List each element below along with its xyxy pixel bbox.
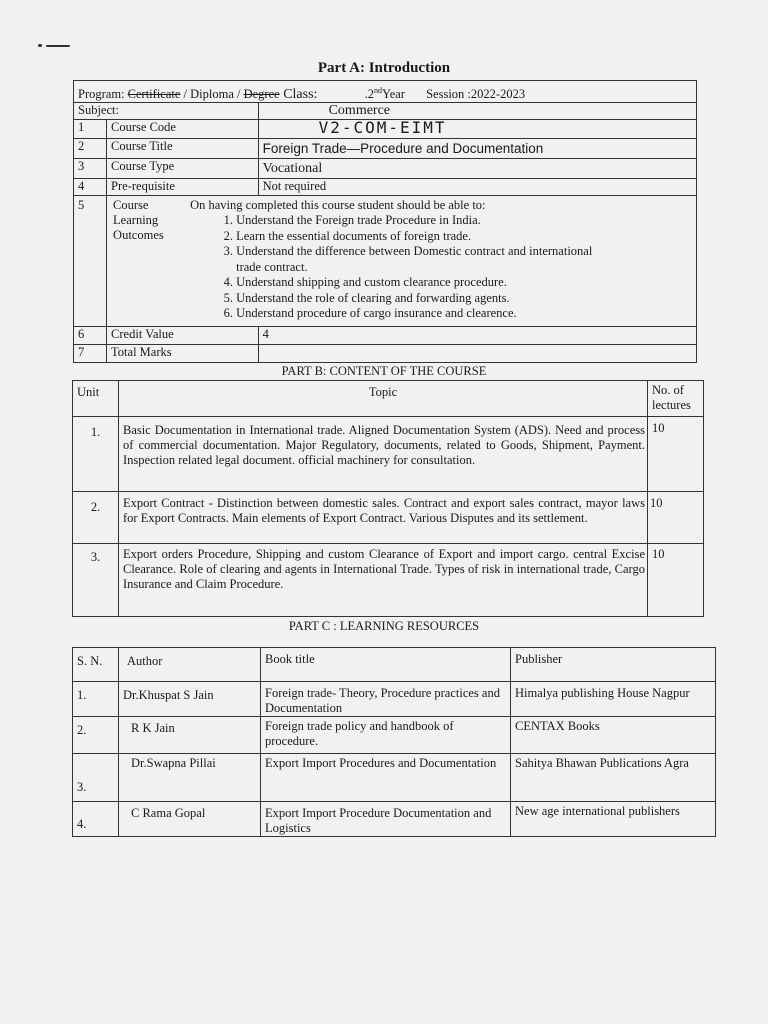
program-degree: Degree xyxy=(243,87,280,102)
part-b-title: PART B: CONTENT OF THE COURSE xyxy=(281,364,487,378)
part-b-table xyxy=(72,380,704,617)
course-code-label: Course Code xyxy=(107,120,259,139)
unit-number: 1. xyxy=(73,417,119,492)
subject-label: Subject: xyxy=(74,103,259,120)
class-year-sup: nd xyxy=(373,86,382,95)
book-cell: Foreign trade- Theory, Procedure practices and Documentation xyxy=(261,682,511,717)
author-header: Author xyxy=(119,648,261,682)
class-label: Class: xyxy=(279,87,318,103)
outcome-item: 4. Understand shipping and custom clearance procedure. xyxy=(236,275,620,291)
course-code-value: V2-COM-EIMT xyxy=(258,120,696,139)
program-label: Program: xyxy=(78,87,125,102)
outcome-item: 3. Understand the difference between Domestic contract and international trade contract. xyxy=(236,244,620,275)
course-type-value: Vocational xyxy=(258,159,696,179)
sn-header: S. N. xyxy=(73,648,119,682)
outcomes-label-text: Course Learning Outcomes xyxy=(113,198,164,243)
program-diploma: / Diploma / xyxy=(180,87,241,102)
part-c-title: PART C : LEARNING RESOURCES xyxy=(288,619,480,633)
sn-cell: 4. xyxy=(73,802,119,837)
author-cell: C Rama Gopal xyxy=(119,802,261,837)
publisher-cell: CENTAX Books xyxy=(511,717,716,754)
outcomes-list xyxy=(190,213,620,322)
credit-label: Credit Value xyxy=(107,327,259,345)
outcome-item: 6. Understand procedure of cargo insurance and clearence. xyxy=(236,306,620,322)
prerequisite-label: Pre-requisite xyxy=(107,179,259,196)
sn-cell: 1. xyxy=(73,682,119,717)
row-num: 2 xyxy=(74,139,107,159)
course-type-label: Course Type xyxy=(107,159,259,179)
outcome-item: 5. Understand the role of clearing and forwarding agents. xyxy=(236,291,620,307)
prerequisite-value: Not required xyxy=(258,179,696,196)
topic-text: Export orders Procedure, Shipping and custom Clearance of Export and import cargo. central Excise Clearance. Role of clearing and agents in International Trade. Types of risk in international trade, Cargo Insurance and Claim Procedure. xyxy=(119,544,648,617)
publisher-cell: Sahitya Bhawan Publications Agra xyxy=(511,754,716,802)
unit-number: 2. xyxy=(73,492,119,544)
lectures-count: 10 xyxy=(648,544,704,617)
credit-value: 4 xyxy=(258,327,696,345)
marks-label: Total Marks xyxy=(107,345,259,363)
outcomes-intro: On having completed this course student should be able to: xyxy=(190,198,486,213)
publisher-cell: Himalya publishing House Nagpur xyxy=(511,682,716,717)
book-cell: Export Import Procedures and Documentation xyxy=(261,754,511,802)
book-cell: Foreign trade policy and handbook of procedure. xyxy=(261,717,511,754)
marks-value xyxy=(258,345,696,363)
course-title-label: Course Title xyxy=(107,139,259,159)
course-title-value: Foreign Trade—Procedure and Documentation xyxy=(258,139,696,159)
program-certificate: Certificate xyxy=(127,87,181,102)
program-row xyxy=(74,81,697,103)
row-num: 5 xyxy=(74,196,107,327)
unit-number: 3. xyxy=(73,544,119,617)
publisher-header: Publisher xyxy=(511,648,716,682)
topic-text: Export Contract - Distinction between domestic sales. Contract and export sales contract, mayor laws for Export Contracts. Main elements of Export Contract. Various Disputes and its settlement. xyxy=(119,492,648,544)
outcome-item: 2. Learn the essential documents of foreign trade. xyxy=(236,229,620,245)
row-num: 1 xyxy=(74,120,107,139)
publisher-cell: New age international publishers xyxy=(511,802,716,837)
author-cell: Dr.Khuspat S Jain xyxy=(119,682,261,717)
row-num: 7 xyxy=(74,345,107,363)
class-year-suffix: Year xyxy=(381,87,405,102)
lectures-count: 10 xyxy=(648,417,704,492)
outcomes-cell xyxy=(186,196,624,327)
lectures-count: 10 xyxy=(648,492,704,544)
part-a-table xyxy=(73,80,697,363)
topic-text: Basic Documentation in International trade. Aligned Documentation System (ADS). Need and process of commercial documentation. Major Regulatory, documents, related to Goods, Shipment, Payment. Inspection related legal document. official machinery for consultation. xyxy=(119,417,648,492)
class-year: .2 xyxy=(364,87,374,102)
subject-value: Commerce xyxy=(258,103,696,120)
lectures-header: No. of lectures xyxy=(648,381,704,417)
sn-cell: 3. xyxy=(73,754,119,802)
part-c-table xyxy=(72,647,716,837)
sn-cell: 2. xyxy=(73,717,119,754)
session: Session :2022-2023 xyxy=(426,87,526,102)
author-cell: R K Jain xyxy=(119,717,261,754)
unit-header: Unit xyxy=(73,381,119,417)
scan-speck xyxy=(38,44,72,47)
author-cell: Dr.Swapna Pillai xyxy=(119,754,261,802)
row-num: 4 xyxy=(74,179,107,196)
outcome-item: 1. Understand the Foreign trade Procedure in India. xyxy=(236,213,620,229)
book-header: Book title xyxy=(261,648,511,682)
book-cell: Export Import Procedure Documentation and Logistics xyxy=(261,802,511,837)
topic-header: Topic xyxy=(119,381,648,417)
part-a-title: Part A: Introduction xyxy=(317,60,451,76)
row-num: 6 xyxy=(74,327,107,345)
row-num: 3 xyxy=(74,159,107,179)
